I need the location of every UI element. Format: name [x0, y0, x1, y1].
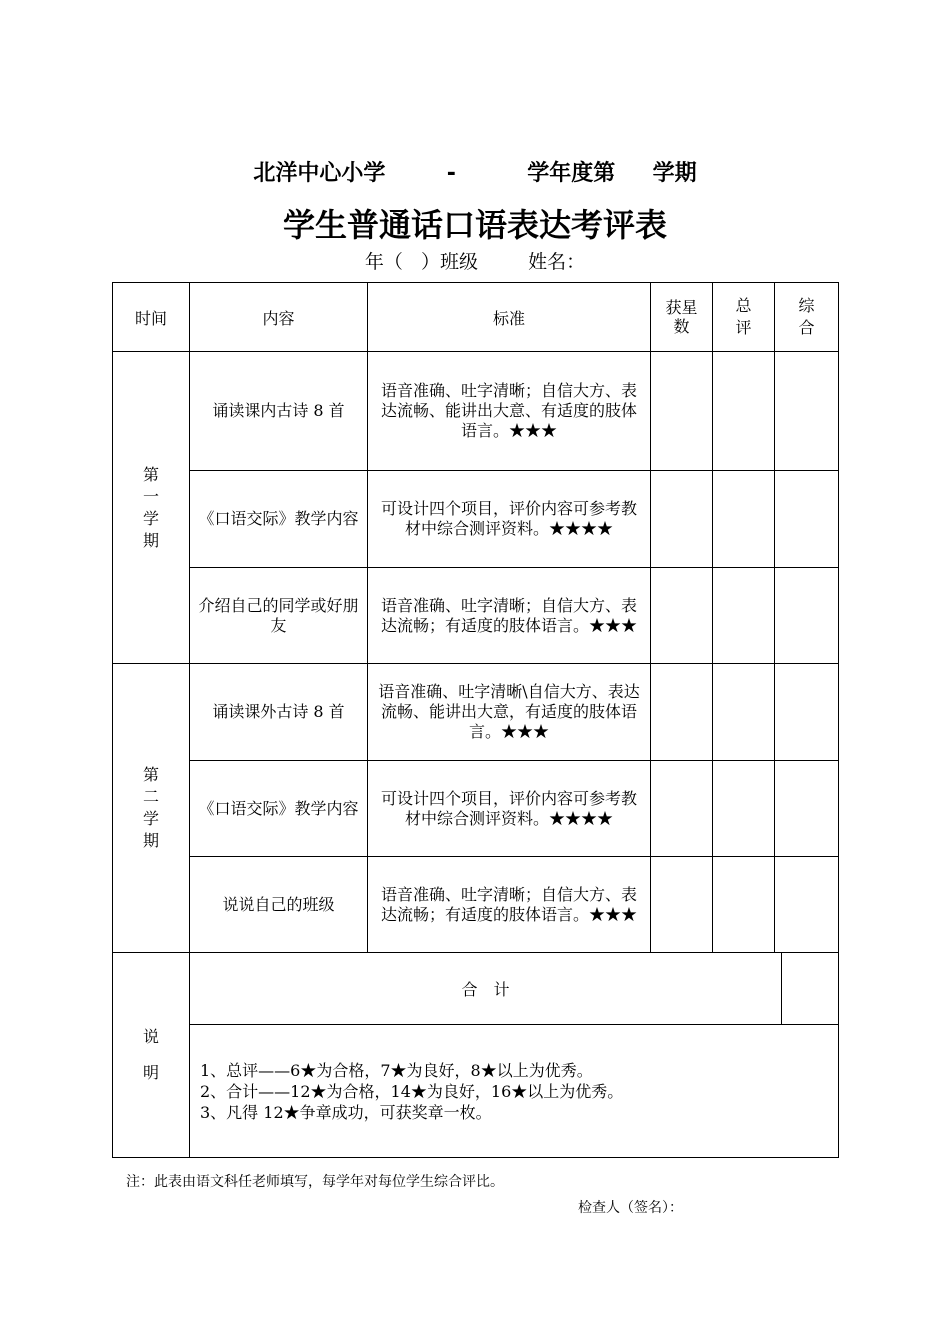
stars-input[interactable]: [651, 352, 713, 471]
total-input[interactable]: [782, 953, 838, 1024]
standard-cell: 语音准确、吐字清晰\自信大方、表达流畅、能讲出大意，有适度的肢体语言。★★★: [368, 664, 651, 761]
overall-input[interactable]: [713, 761, 775, 857]
content-cell: 介绍自己的同学或好朋友: [190, 568, 368, 664]
content-cell: 诵读课外古诗 8 首: [190, 664, 368, 761]
table-row: [113, 664, 839, 761]
total-row: [113, 953, 839, 1025]
stars-input[interactable]: [651, 857, 713, 953]
term-text: 学期: [652, 161, 697, 186]
composite-input[interactable]: [775, 568, 839, 664]
notes-label: 说明: [113, 953, 190, 1158]
standard-cell: 可设计四个项目，评价内容可参考教材中综合测评资料。★★★★: [368, 471, 651, 568]
content-cell: 《口语交际》教学内容: [190, 471, 368, 568]
grade-class-field: 年（ ）班级: [364, 251, 478, 273]
overall-input[interactable]: [713, 857, 775, 953]
col-header-stars: 获星数: [651, 283, 713, 352]
school-year-line: [0, 158, 950, 190]
stars-input[interactable]: [651, 568, 713, 664]
table-row: [113, 352, 839, 471]
standard-cell: 语音准确、吐字清晰；自信大方、表达流畅；有适度的肢体语言。★★★: [368, 857, 651, 953]
year-text: 学年度第: [527, 161, 616, 186]
page-title: 学生普通话口语表达考评表: [282, 206, 667, 244]
dash: -: [446, 161, 456, 186]
evaluation-table: [112, 282, 839, 1158]
stars-input[interactable]: [651, 664, 713, 761]
semester-2-label: 第二学期: [113, 664, 190, 953]
overall-input[interactable]: [713, 471, 775, 568]
col-header-overall: 总评: [713, 283, 775, 352]
class-name-line: [0, 248, 950, 276]
table-row: [113, 568, 839, 664]
standard-cell: 可设计四个项目，评价内容可参考教材中综合测评资料。★★★★: [368, 761, 651, 857]
col-header-time: 时间: [113, 283, 190, 352]
composite-input[interactable]: [775, 664, 839, 761]
col-header-content: 内容: [190, 283, 368, 352]
table-row: [113, 857, 839, 953]
note-line: 3、凡得 12★争章成功，可获奖章一枚。: [200, 1102, 492, 1122]
content-cell: 说说自己的班级: [190, 857, 368, 953]
footnote: 注：此表由语文科任老师填写，每学年对每位学生综合评比。: [126, 1174, 504, 1190]
table-row: [113, 761, 839, 857]
table-row: [113, 471, 839, 568]
composite-input[interactable]: [775, 857, 839, 953]
composite-input[interactable]: [775, 761, 839, 857]
composite-input[interactable]: [775, 471, 839, 568]
notes-cell: [190, 1025, 839, 1158]
overall-input[interactable]: [713, 568, 775, 664]
student-name-label: 姓名：: [528, 251, 586, 273]
standard-cell: 语音准确、吐字清晰；自信大方、表达流畅、能讲出大意、有适度的肢体语言。★★★: [368, 352, 651, 471]
overall-input[interactable]: [713, 352, 775, 471]
col-header-composite: 综合: [775, 283, 839, 352]
stars-input[interactable]: [651, 471, 713, 568]
overall-input[interactable]: [713, 664, 775, 761]
total-cell: [190, 953, 839, 1025]
notes-row: [113, 1025, 839, 1158]
note-line: 1、总评——6★为合格，7★为良好，8★以上为优秀。: [200, 1060, 593, 1080]
header-row: [113, 283, 839, 352]
content-cell: 诵读课内古诗 8 首: [190, 352, 368, 471]
school-name: 北洋中心小学: [253, 161, 386, 186]
total-label: 合 计: [190, 953, 782, 1024]
note-line: 2、合计——12★为合格，14★为良好，16★以上为优秀。: [200, 1081, 624, 1101]
composite-input[interactable]: [775, 352, 839, 471]
semester-1-label: 第一学期: [113, 352, 190, 664]
col-header-standard: 标准: [368, 283, 651, 352]
standard-cell: 语音准确、吐字清晰；自信大方、表达流畅；有适度的肢体语言。★★★: [368, 568, 651, 664]
checker-signature: 检查人（签名）：: [578, 1200, 683, 1216]
stars-input[interactable]: [651, 761, 713, 857]
content-cell: 《口语交际》教学内容: [190, 761, 368, 857]
